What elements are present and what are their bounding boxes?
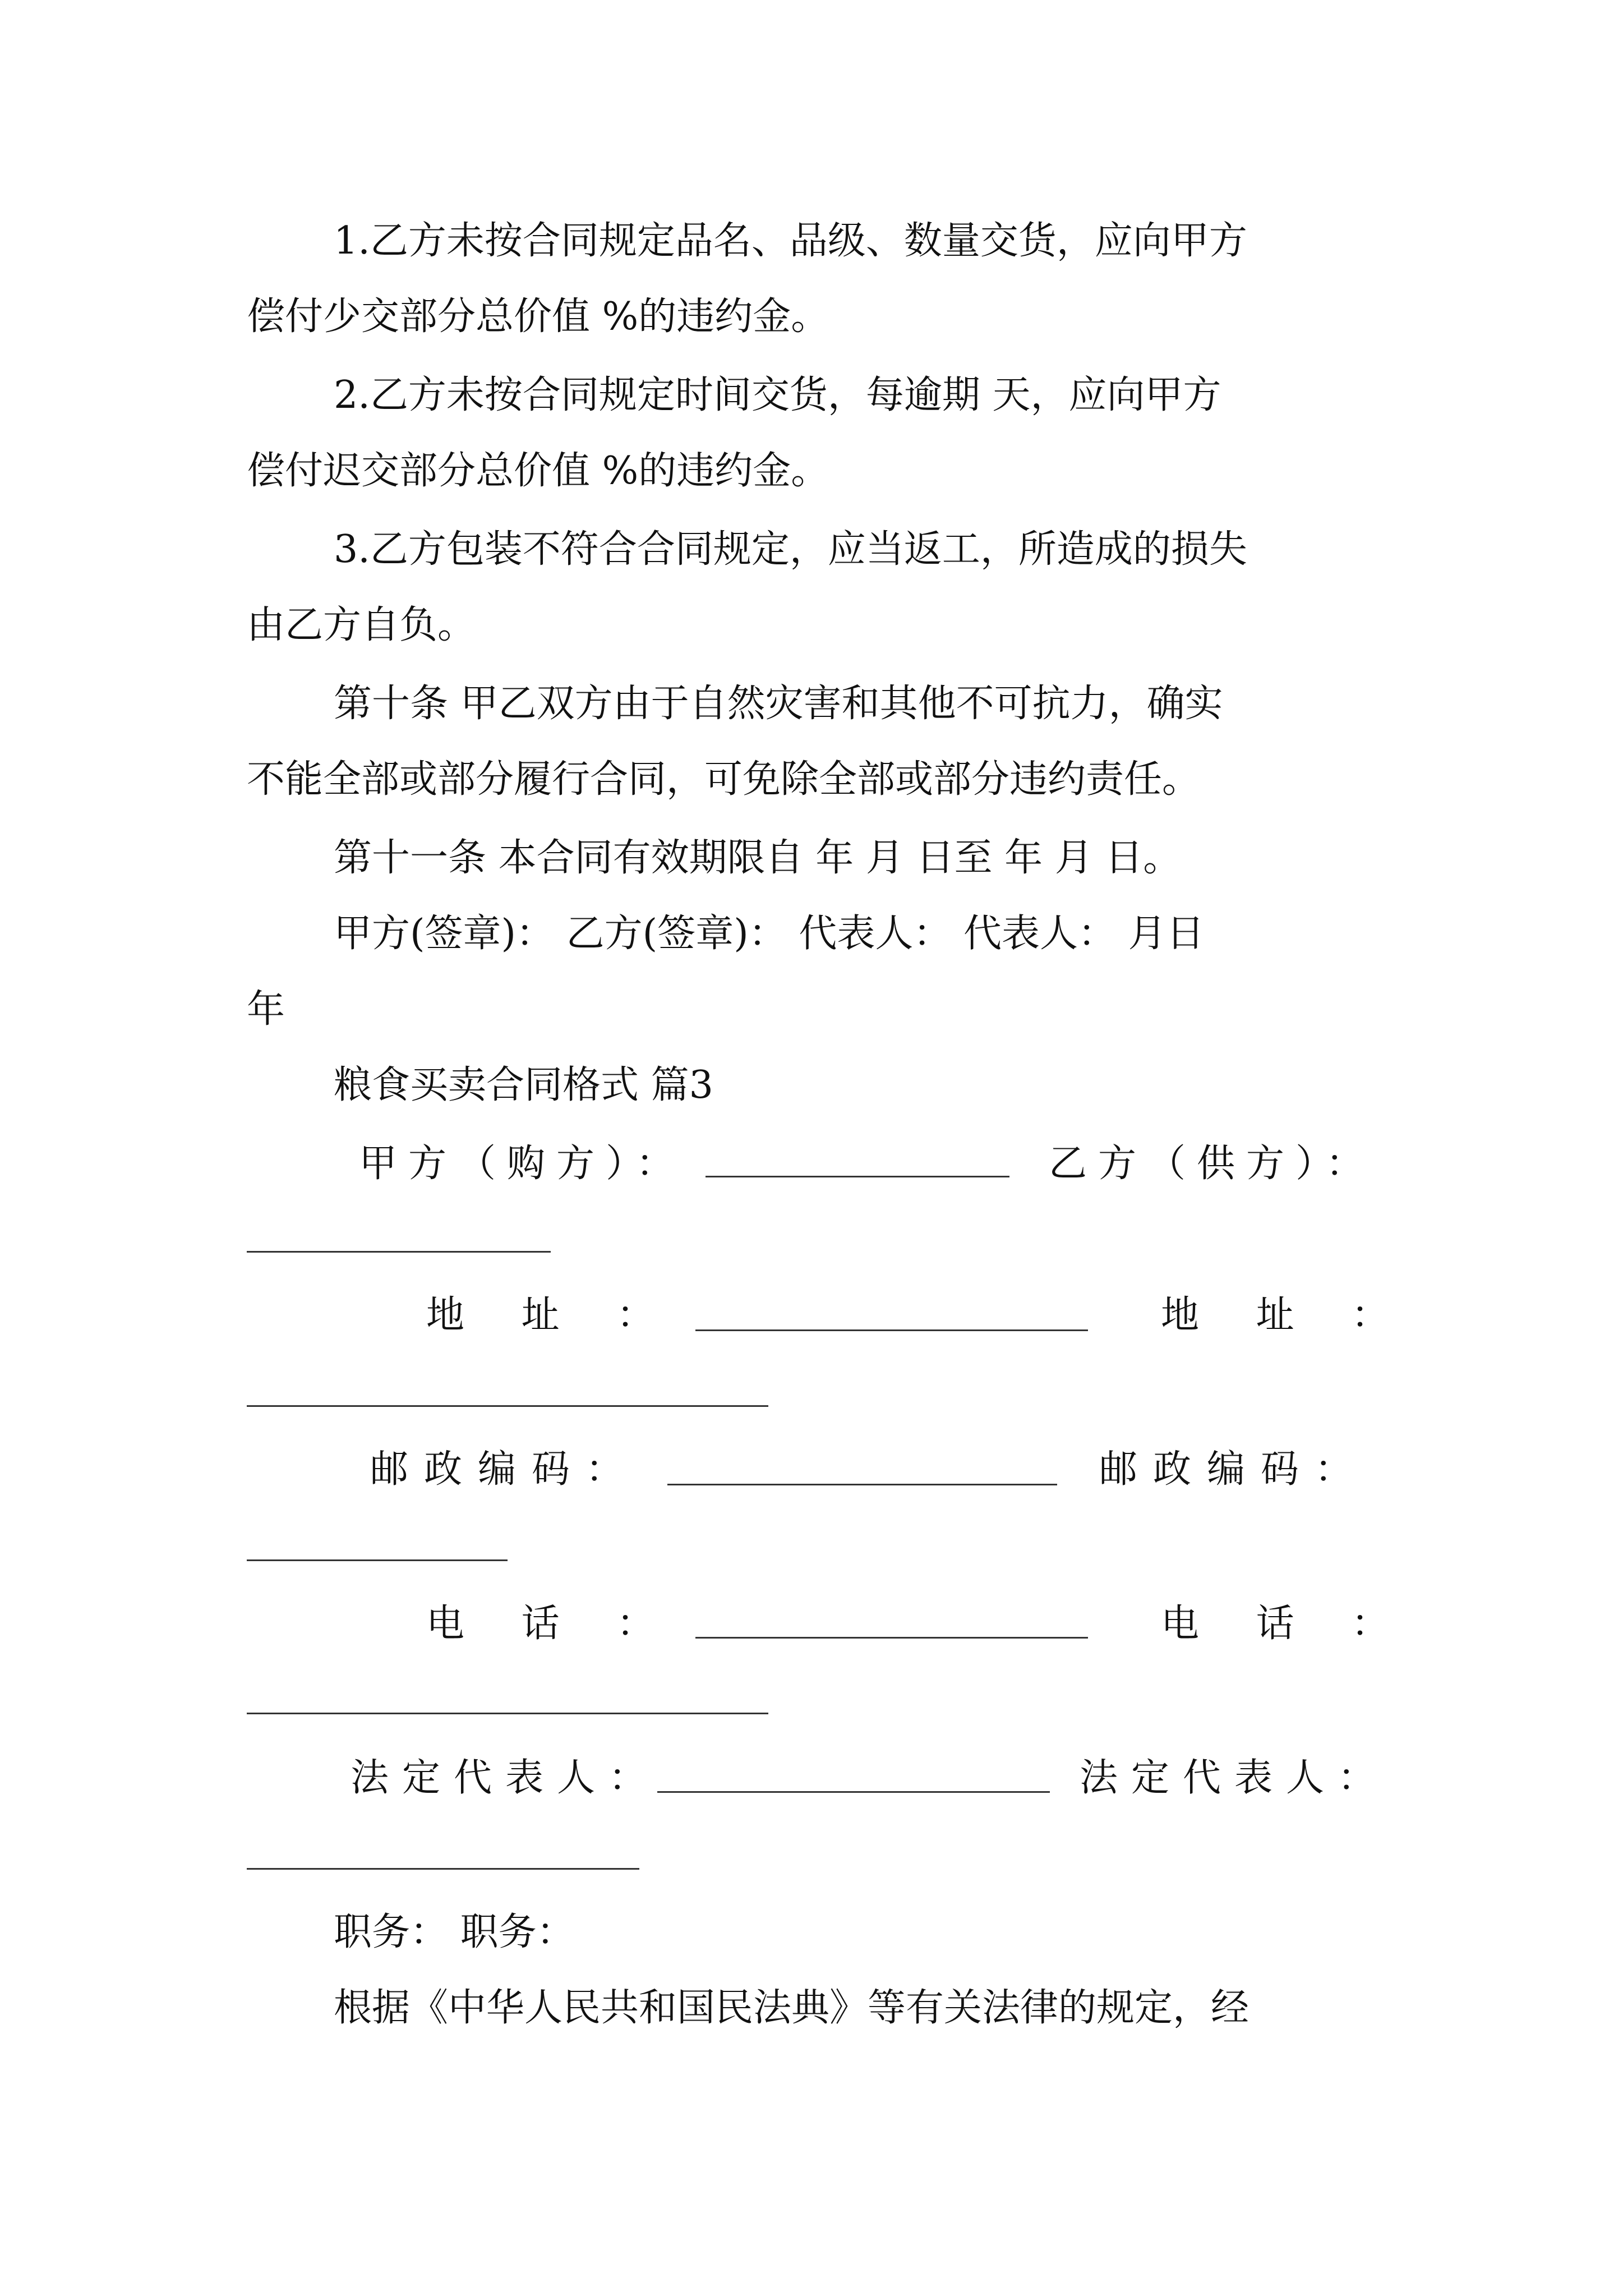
article-10-line-2: 不能全部或部分履行合同，可免除全部或部分违约责任。 <box>247 757 1201 802</box>
legal-rep-b-label: 法定代表人： <box>1080 1756 1390 1800</box>
party-a-blank <box>706 1176 1009 1177</box>
address-a-blank <box>695 1329 1088 1331</box>
signature-line: 甲方(签章)： 乙方(签章)： 代表人： 代表人： 月日 <box>334 912 1205 956</box>
clause-1-line-2: 偿付少交部分总价值 %的违约金。 <box>247 295 829 339</box>
article-11: 第十一条 本合同有效期限自 年 月 日至 年 月 日。 <box>334 836 1182 880</box>
postcode-b-label: 邮政编码： <box>1099 1447 1369 1492</box>
section-heading: 粮食买卖合同格式 篇3 <box>334 1063 713 1107</box>
clause-2-line-1: 2.乙方未按合同规定时间交货，每逾期 天，应向甲方 <box>334 373 1221 417</box>
phone-b-label: 电 话 ： <box>1161 1602 1390 1646</box>
phone-a-label: 电 话 ： <box>426 1602 655 1646</box>
phone-b-blank <box>247 1713 768 1714</box>
address-b-blank <box>247 1405 768 1407</box>
clause-2-line-2: 偿付迟交部分总价值 %的违约金。 <box>247 449 829 493</box>
article-10-line-1: 第十条 甲乙双方由于自然灾害和其他不可抗力，确实 <box>334 682 1223 726</box>
phone-a-blank <box>695 1637 1088 1639</box>
clause-1-line-1: 1.乙方未按合同规定品名、品级、数量交货，应向甲方 <box>334 219 1247 263</box>
party-a-label: 甲方（购方）： <box>359 1142 686 1186</box>
address-a-label: 地 址 ： <box>426 1293 655 1337</box>
party-b-label: 乙方（供方）： <box>1049 1142 1376 1186</box>
closing-paragraph: 根据《中华人民共和国民法典》等有关法律的规定，经 <box>334 1986 1249 2030</box>
clause-3-line-2: 由乙方自负。 <box>247 603 476 647</box>
postcode-a-blank <box>667 1484 1057 1485</box>
postcode-a-label: 邮政编码： <box>370 1447 640 1492</box>
legal-rep-b-blank <box>247 1868 639 1870</box>
duties-line: 职务： 职务： <box>334 1910 575 1954</box>
address-b-label: 地 址 ： <box>1161 1293 1390 1337</box>
legal-rep-a-label: 法定代表人： <box>351 1756 661 1800</box>
party-b-blank <box>247 1251 551 1253</box>
postcode-b-blank <box>247 1559 508 1561</box>
legal-rep-a-blank <box>657 1791 1050 1793</box>
signature-line-year: 年 <box>247 987 285 1032</box>
clause-3-line-1: 3.乙方包装不符合合同规定，应当返工，所造成的损失 <box>334 527 1247 572</box>
